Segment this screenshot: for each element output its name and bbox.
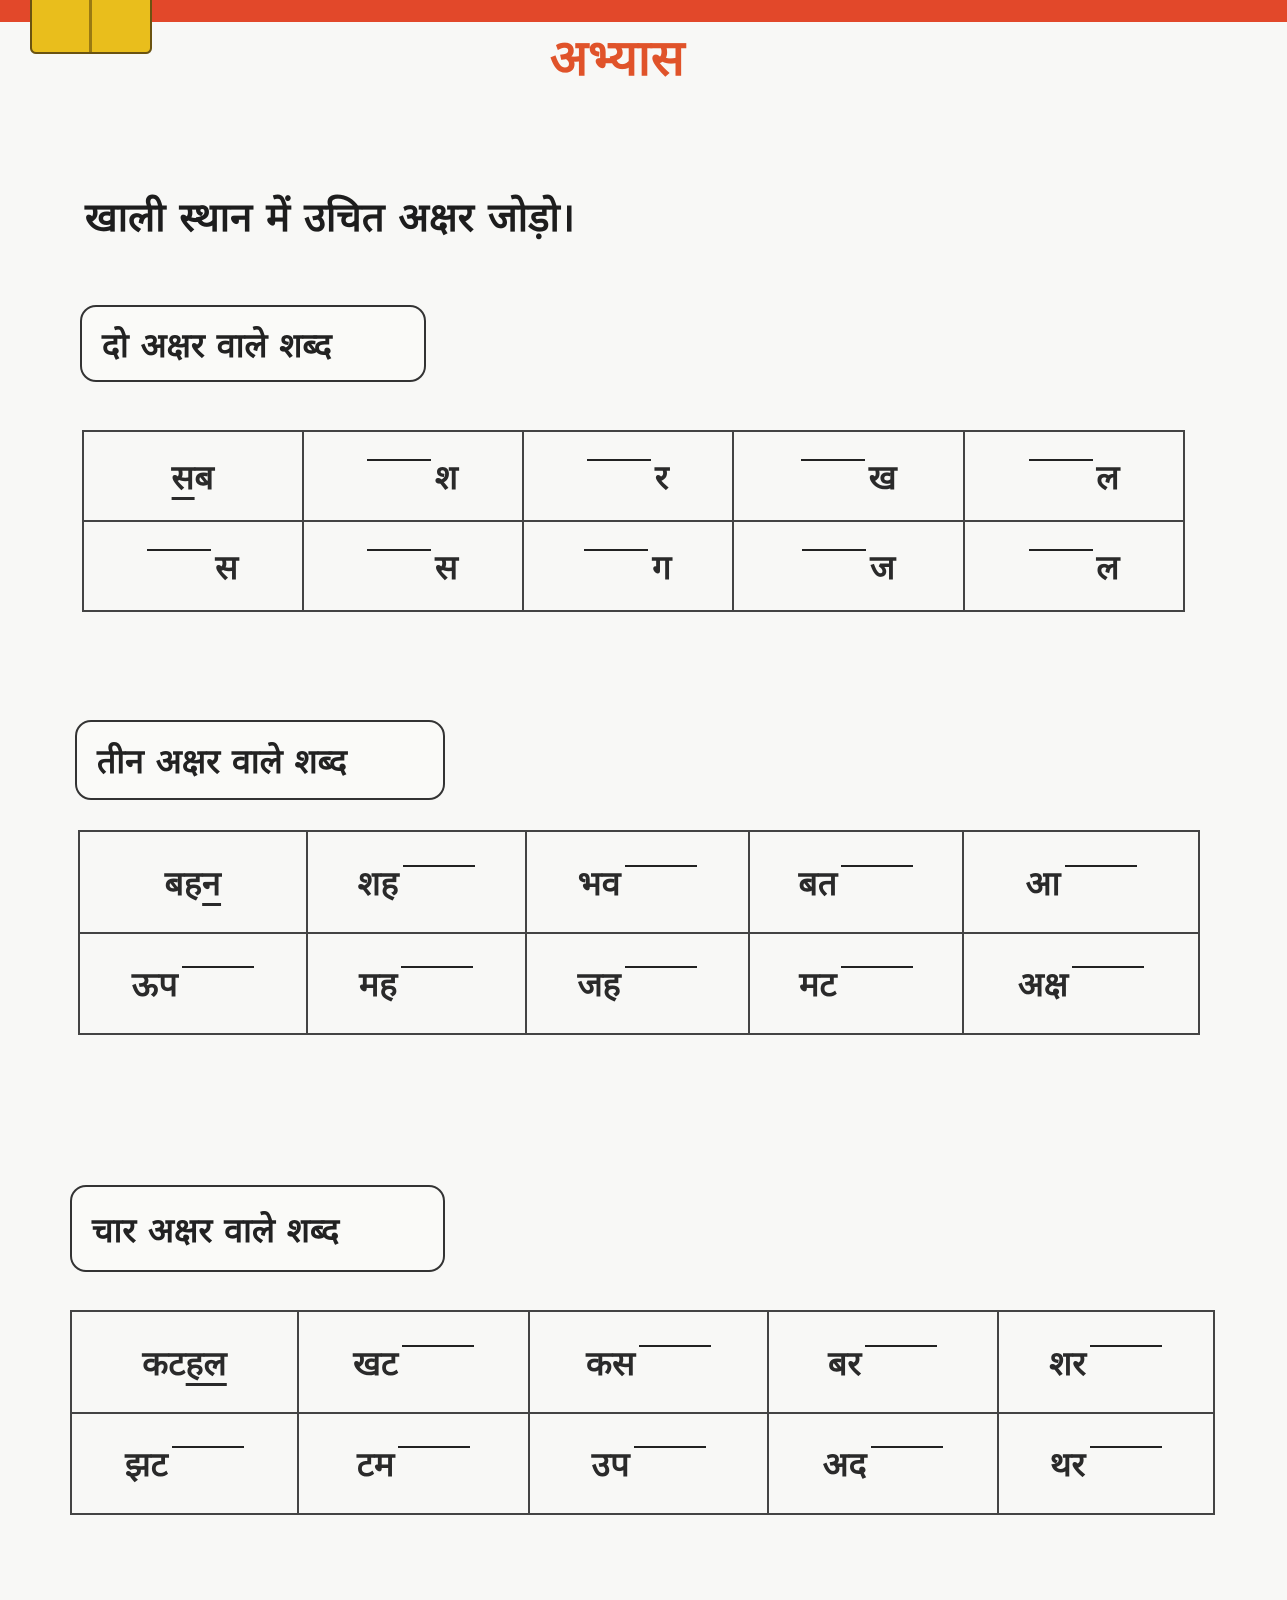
blank-space[interactable] <box>801 459 865 461</box>
word-cell <box>733 431 964 521</box>
blank-space[interactable] <box>1029 549 1093 551</box>
word-cell <box>79 933 307 1035</box>
word-fragment: थर <box>1049 1445 1086 1486</box>
word-cell <box>523 521 734 611</box>
blank-space[interactable] <box>625 865 697 867</box>
word-cell <box>749 831 964 933</box>
word-cell <box>298 1311 529 1413</box>
word-fragment: ख <box>868 458 897 498</box>
word-fragment: ल <box>1096 548 1120 588</box>
example-filled-letter: स <box>171 458 195 498</box>
word-cell <box>79 831 307 933</box>
word-cell <box>71 1311 298 1413</box>
word-fragment: अद <box>822 1445 867 1486</box>
word-fragment: बर <box>828 1343 862 1384</box>
word-fragment: कस <box>586 1343 636 1384</box>
table-row <box>71 1311 1214 1413</box>
word-cell <box>963 933 1199 1035</box>
word-fragment: मह <box>359 965 398 1006</box>
word-fragment: जह <box>577 965 621 1006</box>
word-cell <box>526 831 749 933</box>
word-cell <box>998 1311 1214 1413</box>
word-fragment: र <box>655 458 669 498</box>
word-cell <box>83 431 303 521</box>
word-cell <box>998 1413 1214 1515</box>
blank-space[interactable] <box>634 1446 706 1448</box>
word-fragment: श <box>435 458 459 498</box>
word-cell <box>768 1311 997 1413</box>
word-fragment: टम <box>357 1445 395 1486</box>
word-fragment: ज <box>870 548 896 588</box>
table-row <box>83 521 1184 611</box>
blank-space[interactable] <box>1029 459 1093 461</box>
top-color-strip <box>0 0 1287 22</box>
blank-space[interactable] <box>1090 1345 1162 1347</box>
word-fragment: मट <box>799 965 837 1006</box>
word-cell <box>768 1413 997 1515</box>
blank-space[interactable] <box>398 1446 470 1448</box>
table-row <box>79 831 1199 933</box>
word-cell <box>964 521 1184 611</box>
word-cell <box>71 1413 298 1515</box>
section-label-two-letter: दो अक्षर वाले शब्द <box>80 305 426 382</box>
word-cell <box>523 431 734 521</box>
blank-space[interactable] <box>401 966 473 968</box>
word-fragment: स <box>215 548 239 588</box>
word-fragment: खट <box>353 1343 399 1384</box>
blank-space[interactable] <box>871 1446 943 1448</box>
blank-space[interactable] <box>625 966 697 968</box>
example-word-start: बह <box>164 863 203 904</box>
word-cell <box>749 933 964 1035</box>
blank-space[interactable] <box>403 865 475 867</box>
four-letter-words-table <box>70 1310 1215 1515</box>
word-fragment: अक्ष <box>1018 965 1069 1006</box>
word-cell <box>307 933 526 1035</box>
word-fragment: ल <box>1096 458 1120 498</box>
three-letter-words-table <box>78 830 1200 1035</box>
blank-space[interactable] <box>172 1446 244 1448</box>
section-label-four-letter: चार अक्षर वाले शब्द <box>70 1185 445 1272</box>
word-cell <box>529 1413 768 1515</box>
example-filled-letter: न <box>202 863 222 904</box>
blank-space[interactable] <box>367 549 431 551</box>
word-fragment: भव <box>577 863 621 904</box>
blank-space[interactable] <box>587 459 651 461</box>
word-fragment: बत <box>798 863 838 904</box>
word-fragment: ग <box>652 548 672 588</box>
blank-space[interactable] <box>1090 1446 1162 1448</box>
blank-space[interactable] <box>802 549 866 551</box>
table-row <box>83 431 1184 521</box>
word-cell <box>526 933 749 1035</box>
word-cell <box>529 1311 768 1413</box>
blank-space[interactable] <box>639 1345 711 1347</box>
example-word-end: ब <box>194 458 215 498</box>
word-fragment: शर <box>1049 1343 1087 1384</box>
word-fragment: स <box>435 548 459 588</box>
word-fragment: आ <box>1025 863 1061 904</box>
section-label-three-letter: तीन अक्षर वाले शब्द <box>75 720 445 800</box>
word-cell <box>964 431 1184 521</box>
word-cell <box>733 521 964 611</box>
word-fragment: ऊप <box>131 965 178 1006</box>
word-cell <box>303 431 523 521</box>
table-row <box>71 1413 1214 1515</box>
blank-space[interactable] <box>182 966 254 968</box>
two-letter-words-table <box>82 430 1185 612</box>
word-fragment: शह <box>357 863 399 904</box>
word-cell <box>83 521 303 611</box>
blank-space[interactable] <box>841 865 913 867</box>
word-fragment: उप <box>591 1445 630 1486</box>
blank-space[interactable] <box>147 549 211 551</box>
blank-space[interactable] <box>584 549 648 551</box>
blank-space[interactable] <box>402 1345 474 1347</box>
blank-space[interactable] <box>865 1345 937 1347</box>
example-filled-letter: हल <box>185 1343 227 1384</box>
word-fragment: झट <box>125 1445 169 1486</box>
word-cell <box>963 831 1199 933</box>
blank-space[interactable] <box>1072 966 1144 968</box>
book-icon <box>30 0 152 54</box>
blank-space[interactable] <box>367 459 431 461</box>
exercise-instruction: खाली स्थान में उचित अक्षर जोड़ो। <box>85 195 576 241</box>
word-cell <box>298 1413 529 1515</box>
example-word-start: कट <box>142 1343 186 1384</box>
word-cell <box>307 831 526 933</box>
blank-space[interactable] <box>841 966 913 968</box>
table-row <box>79 933 1199 1035</box>
blank-space[interactable] <box>1065 865 1137 867</box>
page-title: अभ्यास <box>550 29 685 87</box>
word-cell <box>303 521 523 611</box>
